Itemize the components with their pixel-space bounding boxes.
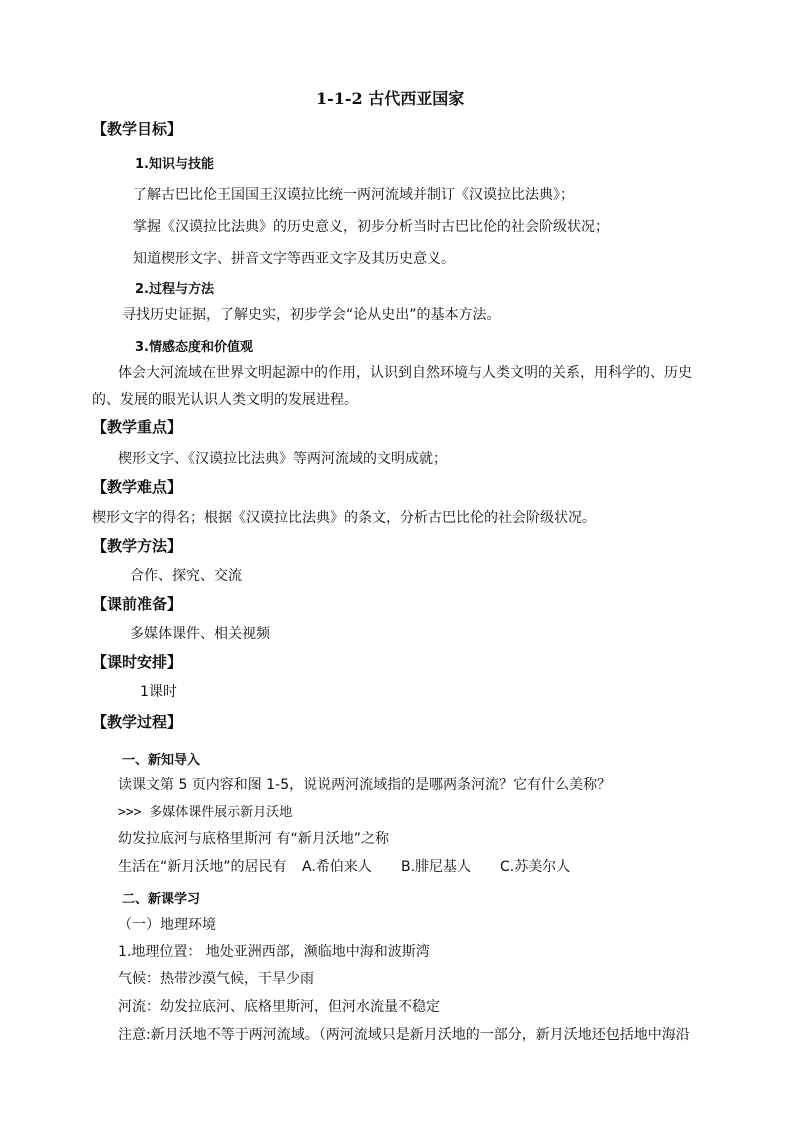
- subheading-new-lesson: 二、新课学习: [122, 892, 201, 907]
- geography-line: 注意:新月沃地不等于两河流域。（两河流域只是新月沃地的一部分，新月沃地还包括地中海沿: [118, 1027, 690, 1043]
- section-heading-key-points: 【教学重点】: [92, 418, 183, 436]
- preparation-text: 多媒体课件、相关视频: [130, 626, 270, 642]
- intro-line: 幼发拉底河与底格里斯河 有“新月沃地”之称: [118, 831, 389, 847]
- section-heading-schedule: 【课时安排】: [92, 653, 183, 671]
- geography-line: 1.地理位置： 地处亚洲西部，濒临地中海和波斯湾: [118, 944, 430, 960]
- section-heading-objectives: 【教学目标】: [92, 120, 183, 138]
- process-line: 寻找历史证据，了解史实，初步学会“论从史出”的基本方法。: [122, 307, 501, 323]
- subheading-intro: 一、新知导入: [122, 753, 201, 768]
- knowledge-line: 了解古巴比伦王国国王汉谟拉比统一两河流域并制订《汉谟拉比法典》；: [133, 187, 574, 203]
- intro-line: 读课文第 5 页内容和图 1-5，说说两河流域指的是哪两条河流？它有什么美称？: [118, 777, 612, 793]
- methods-text: 合作、探究、交流: [130, 568, 242, 584]
- knowledge-line: 知道楔形文字、拼音文字等西亚文字及其历史意义。: [133, 251, 455, 267]
- section-heading-methods: 【教学方法】: [92, 537, 183, 555]
- page-title: 1-1-2 古代西亚国家: [316, 89, 465, 108]
- section-heading-difficulties: 【教学难点】: [92, 478, 183, 496]
- emotion-line: 的、发展的眼光认识人类文明的发展进程。: [92, 392, 358, 408]
- subheading-geography: （一）地理环境: [118, 917, 216, 933]
- subheading-emotion: 3.情感态度和价值观: [135, 340, 253, 355]
- intro-line: >>> 多媒体课件展示新月沃地: [118, 805, 293, 820]
- emotion-line: 体会大河流域在世界文明起源中的作用，认识到自然环境与人类文明的关系，用科学的、历史: [118, 365, 692, 381]
- key-points-text: 楔形文字、《汉谟拉比法典》等两河流域的文明成就；: [118, 451, 447, 467]
- residents-option: B.腓尼基人: [401, 859, 472, 875]
- residents-option: A.希伯来人: [302, 859, 372, 875]
- residents-option: C.苏美尔人: [500, 859, 571, 875]
- subheading-process: 2.过程与方法: [135, 282, 214, 297]
- difficulties-text: 楔形文字的得名；根据《汉谟拉比法典》的条文，分析古巴比伦的社会阶级状况。: [92, 510, 596, 526]
- knowledge-line: 掌握《汉谟拉比法典》的历史意义，初步分析当时古巴比伦的社会阶级状况；: [133, 219, 609, 235]
- geography-line: 河流：幼发拉底河、底格里斯河，但河水流量不稳定: [118, 999, 440, 1015]
- schedule-text: 1课时: [140, 684, 177, 700]
- residents-prefix: 生活在“新月沃地”的居民有: [118, 859, 287, 875]
- section-heading-preparation: 【课前准备】: [92, 595, 183, 613]
- geography-line: 气候：热带沙漠气候，干旱少雨: [118, 971, 314, 987]
- subheading-knowledge: 1.知识与技能: [135, 157, 214, 172]
- section-heading-process: 【教学过程】: [92, 713, 183, 731]
